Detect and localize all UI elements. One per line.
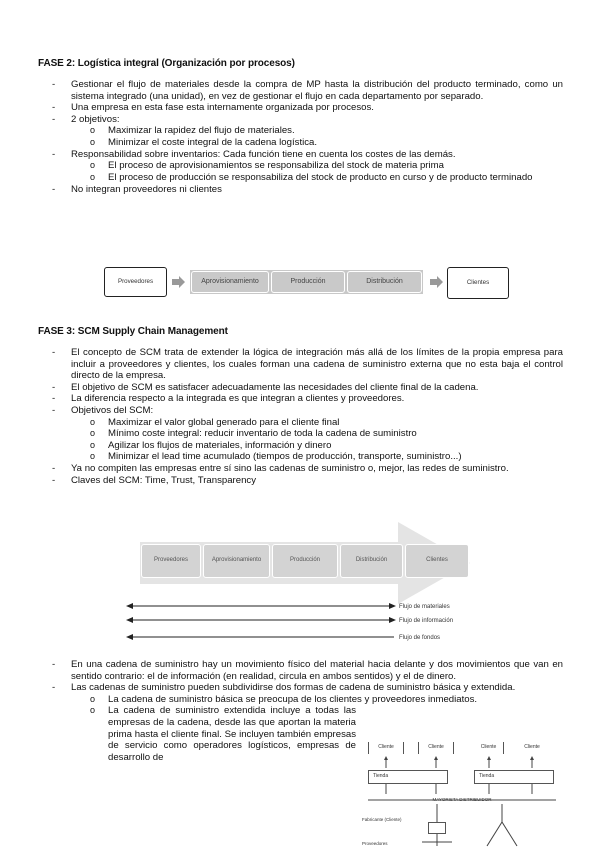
list-item: - El objetivo de SCM es satisfacer adecuadamente las necesidades del cliente final de la cadena. xyxy=(71,382,563,394)
diagram-box-clientes: Clientes xyxy=(447,267,509,299)
diagram-box-aprovisionamiento: Aprovisionamiento xyxy=(191,271,269,293)
list-item xyxy=(71,405,563,463)
diagram-box-distribucion: Distribución xyxy=(347,271,422,293)
fase3-title: FASE 3: SCM Supply Chain Management xyxy=(38,326,228,337)
flow-label-fondos: Flujo de fondos xyxy=(399,635,441,641)
mini-box-fabrica xyxy=(428,822,446,834)
list-item: - Claves del SCM: Time, Trust, Transparency xyxy=(71,475,563,487)
diagram-box-aprovisionamiento: Aprovisionamiento xyxy=(203,544,270,578)
diagram-box-proveedores: Proveedores xyxy=(104,267,167,297)
diagram-box-produccion: Producción xyxy=(272,544,338,578)
mini-box-tienda: Tienda xyxy=(474,770,554,784)
list-item xyxy=(71,114,563,149)
sublist xyxy=(71,125,563,148)
mini-label-fabricante: Fabricante (Cliente) xyxy=(362,817,402,823)
list-item: - La diferencia respecto a la integrada es que integran a clientes y proveedores. xyxy=(71,393,563,405)
flow-label-informacion: Flujo de información xyxy=(399,618,454,624)
sublist-item: o El proceso de producción se responsabiliza del stock de producto en curso y de producto terminado xyxy=(108,172,563,184)
mini-box-cliente: Cliente xyxy=(368,742,404,754)
list-item: - El concepto de SCM trata de extender la lógica de integración más allá de los límites de la propia empresa para incluir a proveedores y clientes, los cuales forman una cadena de suministro externa que no esta baja el control directo de la empresa. xyxy=(71,347,563,382)
diagram-box-clientes: Clientes xyxy=(405,544,469,578)
list-item-label: Objetivos del SCM: xyxy=(71,404,154,416)
list-item-label: Responsabilidad sobre inventarios: Cada función tiene en cuenta los costes de las demás. xyxy=(71,148,456,160)
mini-label-mayorista: MAYORISTA DISTRIBUIDOR xyxy=(432,797,492,803)
sublist-item: o El proceso de aprovisionamientos se responsabiliza del stock de materia prima xyxy=(108,160,563,172)
sublist xyxy=(71,160,563,183)
diagram-box-proveedores: Proveedores xyxy=(141,544,201,578)
sublist-item: o Minimizar el lead time acumulado (tiempos de producción, transporte, suministro...) xyxy=(108,451,563,463)
list-item xyxy=(71,149,563,184)
mini-box-tienda: Tienda xyxy=(368,770,448,784)
list-item: - No integran proveedores ni clientes xyxy=(71,184,563,196)
arrow-right-icon xyxy=(430,276,444,288)
fase2-list xyxy=(71,79,563,196)
fase2-title: FASE 2: Logística integral (Organización por procesos) xyxy=(38,58,295,69)
sublist-item: o Mínimo coste integral: reducir inventario de toda la cadena de suministro xyxy=(108,428,563,440)
sublist xyxy=(71,417,563,463)
sublist-item: o La cadena de suministro básica se preocupa de los clientes y proveedores inmediatos. xyxy=(108,694,563,706)
mini-box-cliente: Cliente xyxy=(514,742,550,754)
list-item-label: Las cadenas de suministro pueden subdividirse dos formas de cadena de suministro básica y extendida. xyxy=(71,682,516,694)
diagram-box-produccion: Producción xyxy=(271,271,345,293)
list-item: - En una cadena de suministro hay un movimiento físico del material hacia delante y dos movimientos que van en sentido contrario: el de información (en realidad, circula en ambos sentidos) y el de dinero. xyxy=(71,659,563,682)
fase3-list xyxy=(71,347,563,486)
mini-box-cliente: Cliente xyxy=(474,742,504,754)
list-item: - Una empresa en esta fase esta internamente organizada por procesos. xyxy=(71,102,563,114)
mini-box-cliente: Cliente xyxy=(418,742,454,754)
sublist-item: o La cadena de suministro extendida incluye a todas las empresas de la cadena, desde las que aportan la materia prima hasta el cliente final. Se incluyen también empresas de servicio como operadores logísticos, empresas de desarrollo de xyxy=(108,705,356,763)
arrow-right-icon xyxy=(172,276,186,288)
list-item: - Gestionar el flujo de materiales desde la compra de MP hasta la distribución del producto terminado, como un sistema integrado (una unidad), en vez de gestionar el flujo en cada departamento por separado. xyxy=(71,79,563,102)
mini-connectors xyxy=(362,738,562,848)
list-item-label: 2 objetivos: xyxy=(71,113,120,125)
flow-arrows xyxy=(126,598,396,644)
supply-chain-mini-diagram xyxy=(362,738,562,848)
list-item: - Ya no compiten las empresas entre sí sino las cadenas de suministro o, mejor, las redes de suministro. xyxy=(71,463,563,475)
flow-label-materiales: Flujo de materiales xyxy=(399,604,450,610)
diagram-box-distribucion: Distribución xyxy=(340,544,403,578)
sublist-item: o Agilizar los flujos de materiales, información y dinero xyxy=(108,440,563,452)
mini-label-proveedores: Proveedores xyxy=(362,841,388,847)
sublist-item: o Maximizar el valor global generado para el cliente final xyxy=(108,417,563,429)
sublist-item: o Minimizar el coste integral de la cadena logística. xyxy=(108,137,563,149)
sublist-item: o Maximizar la rapidez del flujo de materiales. xyxy=(108,125,563,137)
